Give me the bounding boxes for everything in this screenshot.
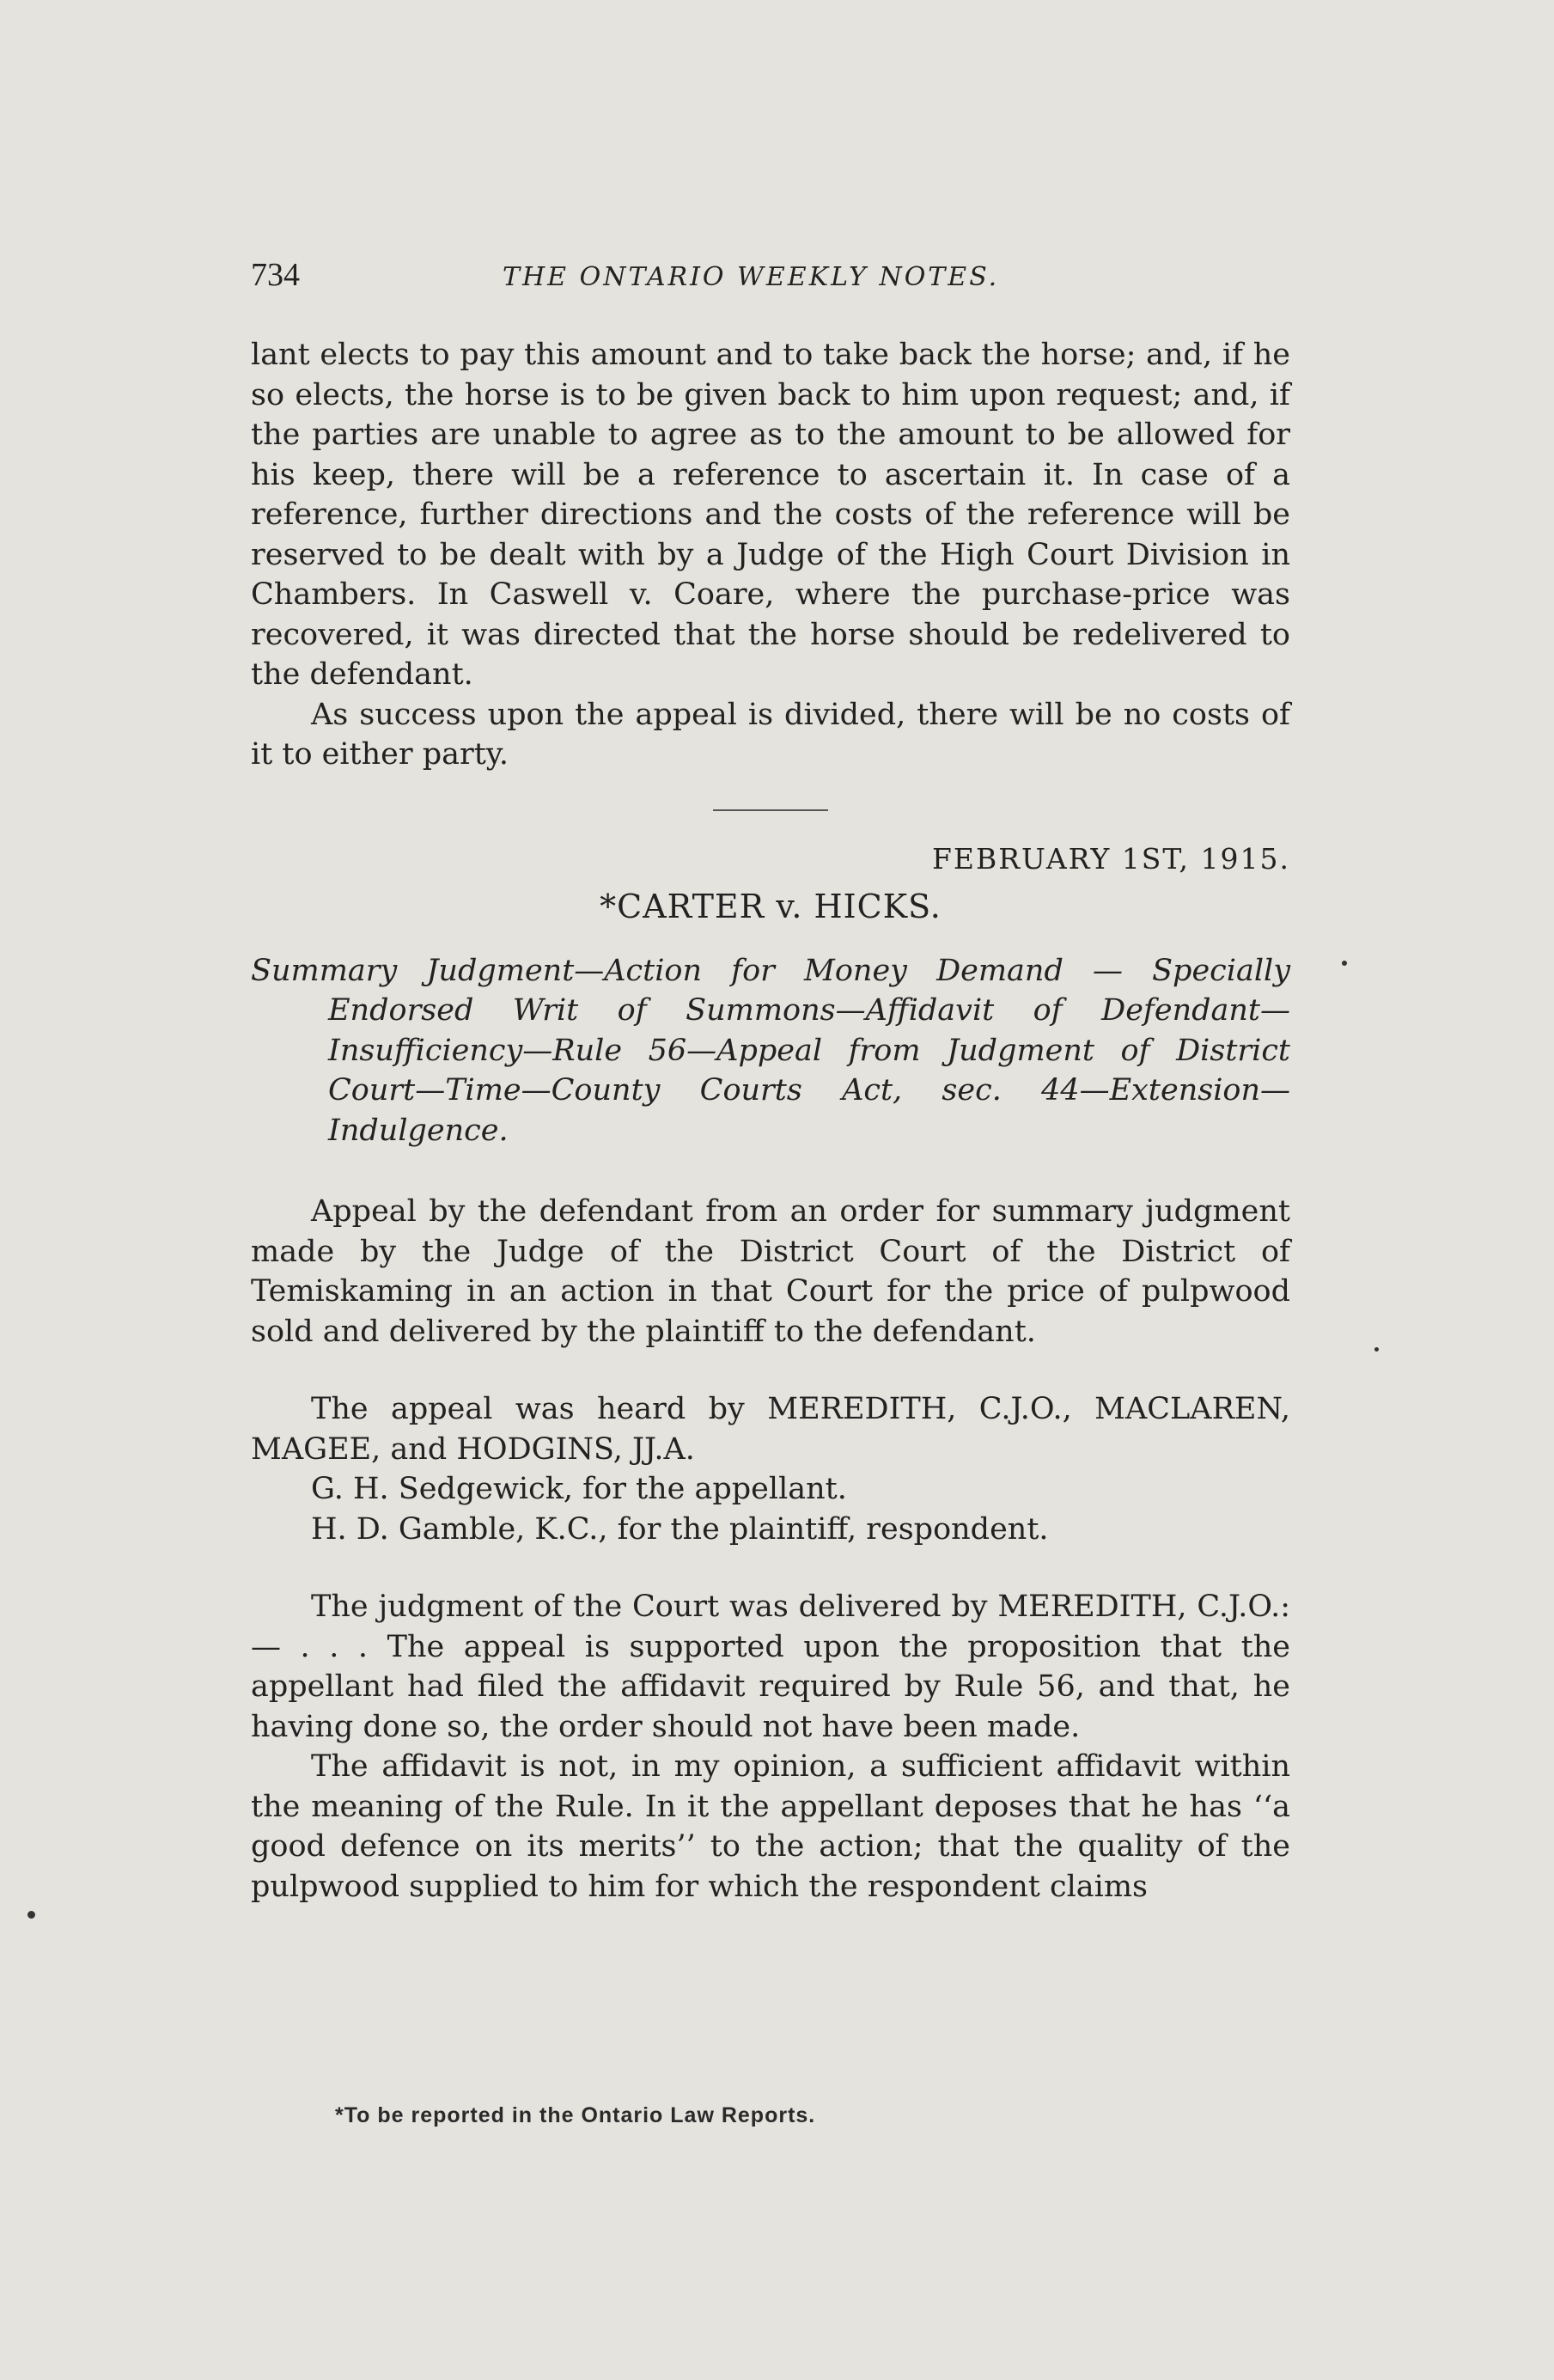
case-headnote: Summary Judgment—Action for Money Demand — Specially Endorsed Writ of Summons—Affidavit of Defendant—Insufficiency—Rule 56—Appeal from Judgment of District Court—Time—County Courts Act, sec. 44—Extension—Indulgence. [251,953,1290,1148]
journal-title: THE ONTARIO WEEKLY NOTES. [503,262,1000,292]
spacer [251,1352,1290,1389]
costs-paragraph: As success upon the appeal is divided, there will be no costs of it to either party. [251,697,1290,772]
running-head [251,256,1290,294]
continuation-paragraph: lant elects to pay this amount and to take back the horse; and, if he so elects, the horse is to be given back to him upon request; and, if the parties are unable to agree as to the amount to be allowed for his keep, there will be a reference to ascertain it. In case of a reference, further directions and the costs of the reference will be reserved to be dealt with by a Judge of the High Court Division in Chambers. In Caswell v. Coare, where the purchase-price was recovered, it was directed that the horse should be redelivered to the defendant. [251,338,1290,692]
decision-date: FEBRUARY 1ST, 1915. [931,841,1290,876]
page-number: 734 [251,257,300,293]
ink-dot [1374,1347,1379,1352]
counsel-appellant: G. H. Sedgewick, for the appellant. [311,1472,847,1506]
appeal-paragraph: Appeal by the defendant from an order for summary judgment made by the Judge of the District Court of the District of Temiskaming in an action in that Court for the price of pulpwood sold and delivered by the plaintiff to the defendant. [251,1194,1290,1349]
footnote: *To be reported in the Ontario Law Reports. [335,2103,816,2127]
spacer [251,1549,1290,1587]
ink-dot [27,1911,35,1919]
ink-dot [1342,961,1347,966]
case-title: *CARTER v. HICKS. [600,887,942,925]
judgment-intro-paragraph: The judgment of the Court was delivered by MEREDITH, C.J.O.:— . . . The appeal is supported upon the proposition that the appellant had filed the affidavit required by Rule 56, and that, he having done so, the order should not have been made. [251,1590,1290,1744]
text-column [251,256,1290,1907]
judgment-body-paragraph: The affidavit is not, in my opinion, a sufficient affidavit within the meaning of the Rule. In it the appellant deposes that he has ‘‘a good defence on its merits’’ to the action; that the quality of the pulpwood supplied to him for which the respondent claims [251,1749,1290,1904]
counsel-respondent: H. D. Gamble, K.C., for the plaintiff, respondent. [311,1511,1049,1547]
heard-by-paragraph: The appeal was heard by MEREDITH, C.J.O., MACLAREN, MAGEE, and HODGINS, JJ.A. [251,1392,1290,1467]
section-divider [713,809,828,811]
